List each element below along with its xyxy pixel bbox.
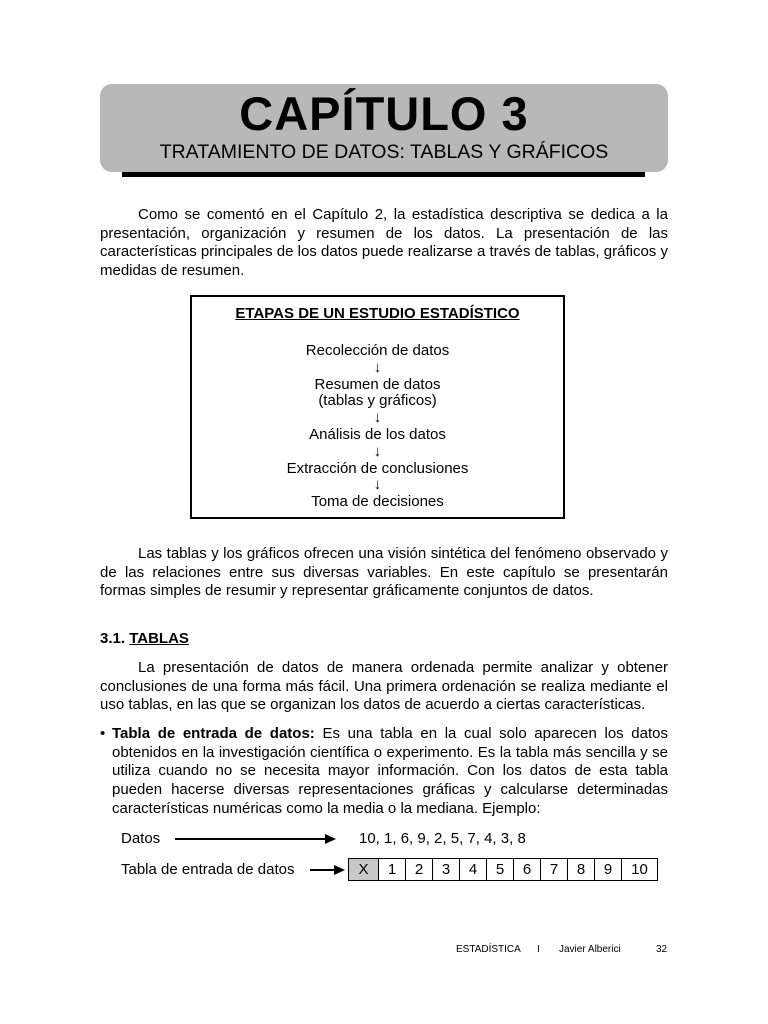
stage-line: Análisis de los datos bbox=[309, 425, 446, 443]
footer-subject: ESTADÍSTICA bbox=[456, 944, 521, 955]
data-arrow-line bbox=[175, 838, 327, 840]
stage-line: Toma de decisiones bbox=[311, 493, 444, 511]
stage-line: (tablas y gráficos) bbox=[318, 392, 437, 410]
footer-page-number: 32 bbox=[656, 944, 668, 955]
chapter-title: CAPÍTULO 3 bbox=[239, 87, 529, 140]
stage-line: Extracción de conclusiones bbox=[286, 459, 469, 477]
table-cell: 9 bbox=[595, 859, 622, 881]
table-cell: 4 bbox=[460, 859, 487, 881]
data-arrow-icon bbox=[325, 834, 336, 844]
section-paragraph bbox=[100, 659, 668, 715]
chapter-subtitle: TRATAMIENTO DE DATOS: TABLAS Y GRÁFICOS bbox=[159, 141, 609, 163]
table-row bbox=[349, 859, 658, 881]
table-cell: 7 bbox=[541, 859, 568, 881]
table-cell: 6 bbox=[514, 859, 541, 881]
table-cell: 5 bbox=[487, 859, 514, 881]
data-values: 10, 1, 6, 9, 2, 5, 7, 4, 3, 8 bbox=[359, 830, 526, 847]
table-cell: 3 bbox=[433, 859, 460, 881]
table-cell: 1 bbox=[379, 859, 406, 881]
intro-paragraph-text: Como se comentó en el Capítulo 2, la estadística descriptiva se dedica a la presentación, organización y resumen de los datos. La presentación de las características principales de los datos puede realizarse a través de tablas, gráficos y medidas de resumen. bbox=[100, 206, 668, 280]
bullet-term: Tabla de entrada de datos: bbox=[112, 725, 315, 742]
stage-line: Recolección de datos bbox=[305, 342, 450, 359]
stage-arrow: ↓ bbox=[373, 358, 382, 376]
intro-paragraph bbox=[100, 206, 668, 281]
stages-list bbox=[192, 343, 563, 511]
entry-table bbox=[348, 858, 658, 881]
section-title: TABLAS bbox=[129, 630, 189, 647]
bullet-item bbox=[100, 725, 668, 819]
stage-arrow: ↓ bbox=[373, 442, 382, 460]
section-heading bbox=[100, 630, 189, 648]
section-number: 3.1. bbox=[100, 630, 126, 647]
footer-separator: I bbox=[537, 944, 540, 955]
stage-line: Resumen de datos bbox=[314, 375, 441, 393]
chapter-banner bbox=[100, 84, 668, 172]
stage-arrow: ↓ bbox=[373, 476, 382, 494]
table-cell: 8 bbox=[568, 859, 595, 881]
second-paragraph bbox=[100, 545, 668, 601]
section-paragraph-text: La presentación de datos de manera ordenada permite analizar y obtener conclusiones de una forma más fácil. Una primera ordenación se realiza mediante el uso tablas, en las que se organizan los datos de acuerdo a ciertas características. bbox=[100, 659, 668, 714]
table-arrow-icon bbox=[334, 865, 345, 875]
bullet-dot: • bbox=[100, 725, 106, 742]
banner-shadow bbox=[122, 172, 645, 177]
second-paragraph-text: Las tablas y los gráficos ofrecen una visión sintética del fenómeno observado y de las relaciones entre sus diversas variables. En este capítulo se presentarán formas simples de resumir y representar gráficamente conjuntos de datos. bbox=[100, 545, 668, 600]
stages-box bbox=[190, 295, 565, 519]
table-cell: 10 bbox=[622, 859, 658, 881]
data-label: Datos bbox=[121, 830, 161, 847]
table-header-cell: X bbox=[349, 859, 379, 881]
footer-author: Javier Alberici bbox=[559, 944, 621, 955]
table-label: Tabla de entrada de datos bbox=[121, 861, 295, 878]
table-cell: 2 bbox=[406, 859, 433, 881]
table-arrow-line bbox=[310, 869, 336, 871]
stage-arrow: ↓ bbox=[373, 409, 382, 427]
bullet-text: Es una tabla en la cual solo aparecen los datos obtenidos en la investigación científica o experimento. Es la tabla más sencilla y se utiliza cuando no se necesita mayor información. Con los datos de esta tabla pueden hacerse diversas representaciones gráficas y calcularse determinadas características numéricas como la media o la mediana. Ejemplo: bbox=[112, 725, 668, 817]
stages-title: ETAPAS DE UN ESTUDIO ESTADÍSTICO bbox=[235, 305, 520, 322]
